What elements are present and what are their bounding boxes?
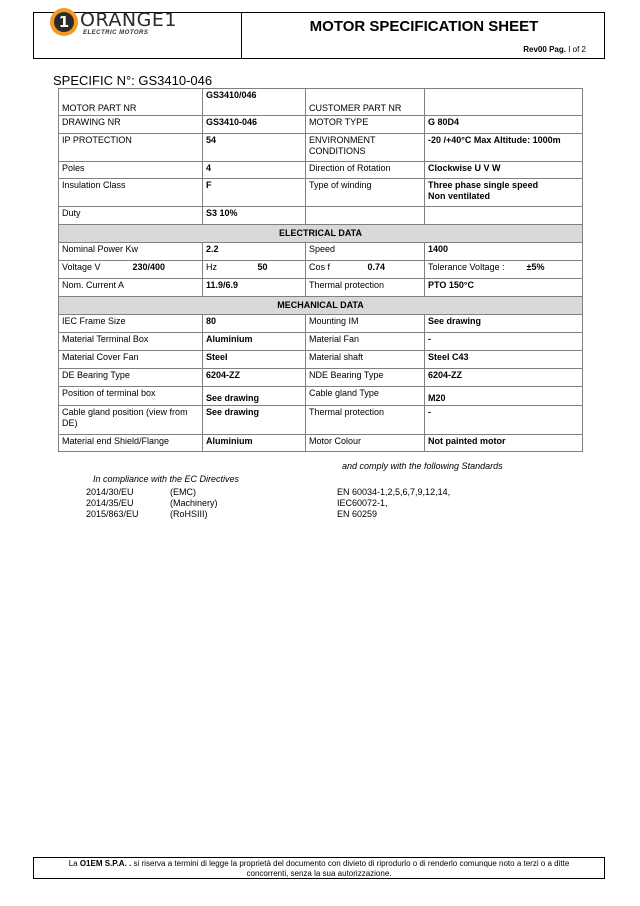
power-value: 2.2 (203, 243, 306, 261)
page-title: MOTOR SPECIFICATION SHEET (309, 18, 539, 35)
logo-text: ORANGE1 (80, 9, 177, 31)
cable-gland-value: M20 (425, 387, 583, 406)
de-bearing-value: 6204-ZZ (203, 369, 306, 387)
voltage-value: 230/400 (130, 261, 203, 279)
table-row (59, 261, 583, 279)
table-row (59, 333, 583, 351)
terminal-position-value: See drawing (203, 387, 306, 406)
page-label: Pag. (549, 45, 566, 54)
ip-label: IP PROTECTION (59, 134, 203, 162)
winding-value-line: Non ventilated (428, 191, 491, 201)
duty-value: S3 10% (203, 207, 306, 225)
specific-number-label: SPECIFIC N°: (53, 73, 135, 88)
section-header-row (59, 297, 583, 315)
speed-label: Speed (306, 243, 425, 261)
gland-position-value: See drawing (203, 406, 306, 435)
hz-value: 50 (255, 261, 306, 279)
thermal-label: Thermal protection (306, 279, 425, 297)
winding-value (425, 179, 583, 207)
mechanical-data-title: MECHANICAL DATA (59, 297, 583, 315)
legal-footer (33, 857, 605, 879)
specific-number-value: GS3410-046 (138, 73, 213, 88)
power-label: Nominal Power Kw (59, 243, 203, 261)
footer-text: si riserva a termini di legge la proprietà del documento con divieto di riprodurlo o di renderlo comunque noto a terzi o a ditte (133, 859, 570, 868)
tolerance-value: ±5% (524, 261, 583, 279)
mech-thermal-value: - (425, 406, 583, 435)
insulation-value: F (203, 179, 306, 207)
voltage-label: Voltage V (59, 261, 130, 279)
table-row (59, 279, 583, 297)
empty-cell (306, 207, 425, 225)
drawing-label: DRAWING NR (59, 116, 203, 134)
section-header-row (59, 225, 583, 243)
ip-value: 54 (203, 134, 306, 162)
revision-label: Rev00 (523, 45, 547, 54)
environment-value: -20 /+40°C Max Altitude: 1000m (425, 134, 583, 162)
mounting-value: See drawing (425, 315, 583, 333)
table-row (59, 387, 583, 406)
motor-type-label: MOTOR TYPE (306, 116, 425, 134)
poles-value: 4 (203, 162, 306, 179)
specific-number (53, 73, 212, 88)
table-row (59, 435, 583, 452)
directive-standard: EN 60034-1,2,5,6,7,9,12,14, (337, 487, 451, 497)
logo-subtitle: ELECTRIC MOTORS (83, 30, 149, 36)
terminal-box-value: Aluminium (203, 333, 306, 351)
fan-label: Material Fan (306, 333, 425, 351)
directive-code: 2014/30/EU (86, 487, 134, 497)
colour-value: Not painted motor (425, 435, 583, 452)
table-row (59, 89, 583, 116)
fan-value: - (425, 333, 583, 351)
table-row (59, 406, 583, 435)
table-row (59, 116, 583, 134)
current-label: Nom. Current A (59, 279, 203, 297)
directive-standard: IEC60072-1, (337, 498, 388, 508)
winding-value-line: Three phase single speed (428, 180, 539, 190)
directive-code: 2014/35/EU (86, 498, 134, 508)
directives-note: In compliance with the EC Directives (93, 474, 240, 484)
table-row (59, 369, 583, 387)
terminal-box-label: Material Terminal Box (59, 333, 203, 351)
gland-position-label: Cable gland position (view from DE) (59, 406, 203, 435)
tolerance-label: Tolerance Voltage : (425, 261, 524, 279)
directive-name: (EMC) (170, 487, 196, 497)
shaft-label: Material shaft (306, 351, 425, 369)
table-row (59, 179, 583, 207)
table-row (59, 162, 583, 179)
thermal-value: PTO 150°C (425, 279, 583, 297)
electrical-data-title: ELECTRICAL DATA (59, 225, 583, 243)
motor-part-label: MOTOR PART NR (59, 89, 203, 116)
drawing-value: GS3410-046 (203, 116, 306, 134)
hz-label: Hz (203, 261, 255, 279)
speed-value: 1400 (425, 243, 583, 261)
directive-code: 2015/863/EU (86, 509, 139, 519)
footer-line (34, 859, 604, 869)
rotation-value: Clockwise U V W (425, 162, 583, 179)
table-row (59, 243, 583, 261)
mounting-label: Mounting IM (306, 315, 425, 333)
table-row (59, 134, 583, 162)
customer-part-label: CUSTOMER PART NR (306, 89, 425, 116)
cover-fan-label: Material Cover Fan (59, 351, 203, 369)
directive-name: (RoHSIII) (170, 509, 208, 519)
insulation-label: Insulation Class (59, 179, 203, 207)
duty-label: Duty (59, 207, 203, 225)
standards-note: and comply with the following Standards (342, 461, 503, 471)
empty-cell (425, 207, 583, 225)
cos-label: Cos f (306, 261, 365, 279)
directive-name: (Machinery) (170, 498, 218, 508)
current-value: 11.9/6.9 (203, 279, 306, 297)
end-shield-value: Aluminium (203, 435, 306, 452)
poles-label: Poles (59, 162, 203, 179)
nde-bearing-label: NDE Bearing Type (306, 369, 425, 387)
mech-thermal-label: Thermal protection (306, 406, 425, 435)
motor-type-value: G 80D4 (425, 116, 583, 134)
footer-company: O1EM S.P.A. . (79, 859, 132, 868)
directive-standard: EN 60259 (337, 509, 378, 519)
footer-prefix: La (68, 859, 78, 868)
cover-fan-value: Steel (203, 351, 306, 369)
revision-info (523, 45, 586, 54)
table-row (59, 315, 583, 333)
footer-line: concorrenti, senza la sua autorizzazione. (246, 869, 392, 878)
winding-label: Type of winding (306, 179, 425, 207)
end-shield-label: Material end Shield/Flange (59, 435, 203, 452)
cable-gland-label: Cable gland Type (306, 387, 425, 406)
nde-bearing-value: 6204-ZZ (425, 369, 583, 387)
frame-value: 80 (203, 315, 306, 333)
colour-label: Motor Colour (306, 435, 425, 452)
logo-mark: 1 (54, 12, 74, 32)
environment-label: ENVIRONMENT CONDITIONS (306, 134, 425, 162)
table-row (59, 351, 583, 369)
rotation-label: Direction of Rotation (306, 162, 425, 179)
cos-value: 0.74 (365, 261, 425, 279)
de-bearing-label: DE Bearing Type (59, 369, 203, 387)
page-number: I of 2 (568, 45, 586, 54)
customer-part-value (425, 89, 583, 116)
company-logo (50, 8, 210, 48)
motor-part-value: GS3410/046 (203, 89, 306, 116)
shaft-value: Steel C43 (425, 351, 583, 369)
specification-table (58, 88, 583, 452)
frame-label: IEC Frame Size (59, 315, 203, 333)
table-row (59, 207, 583, 225)
logo-circle-icon (50, 8, 78, 36)
terminal-position-label: Position of terminal box (59, 387, 203, 406)
